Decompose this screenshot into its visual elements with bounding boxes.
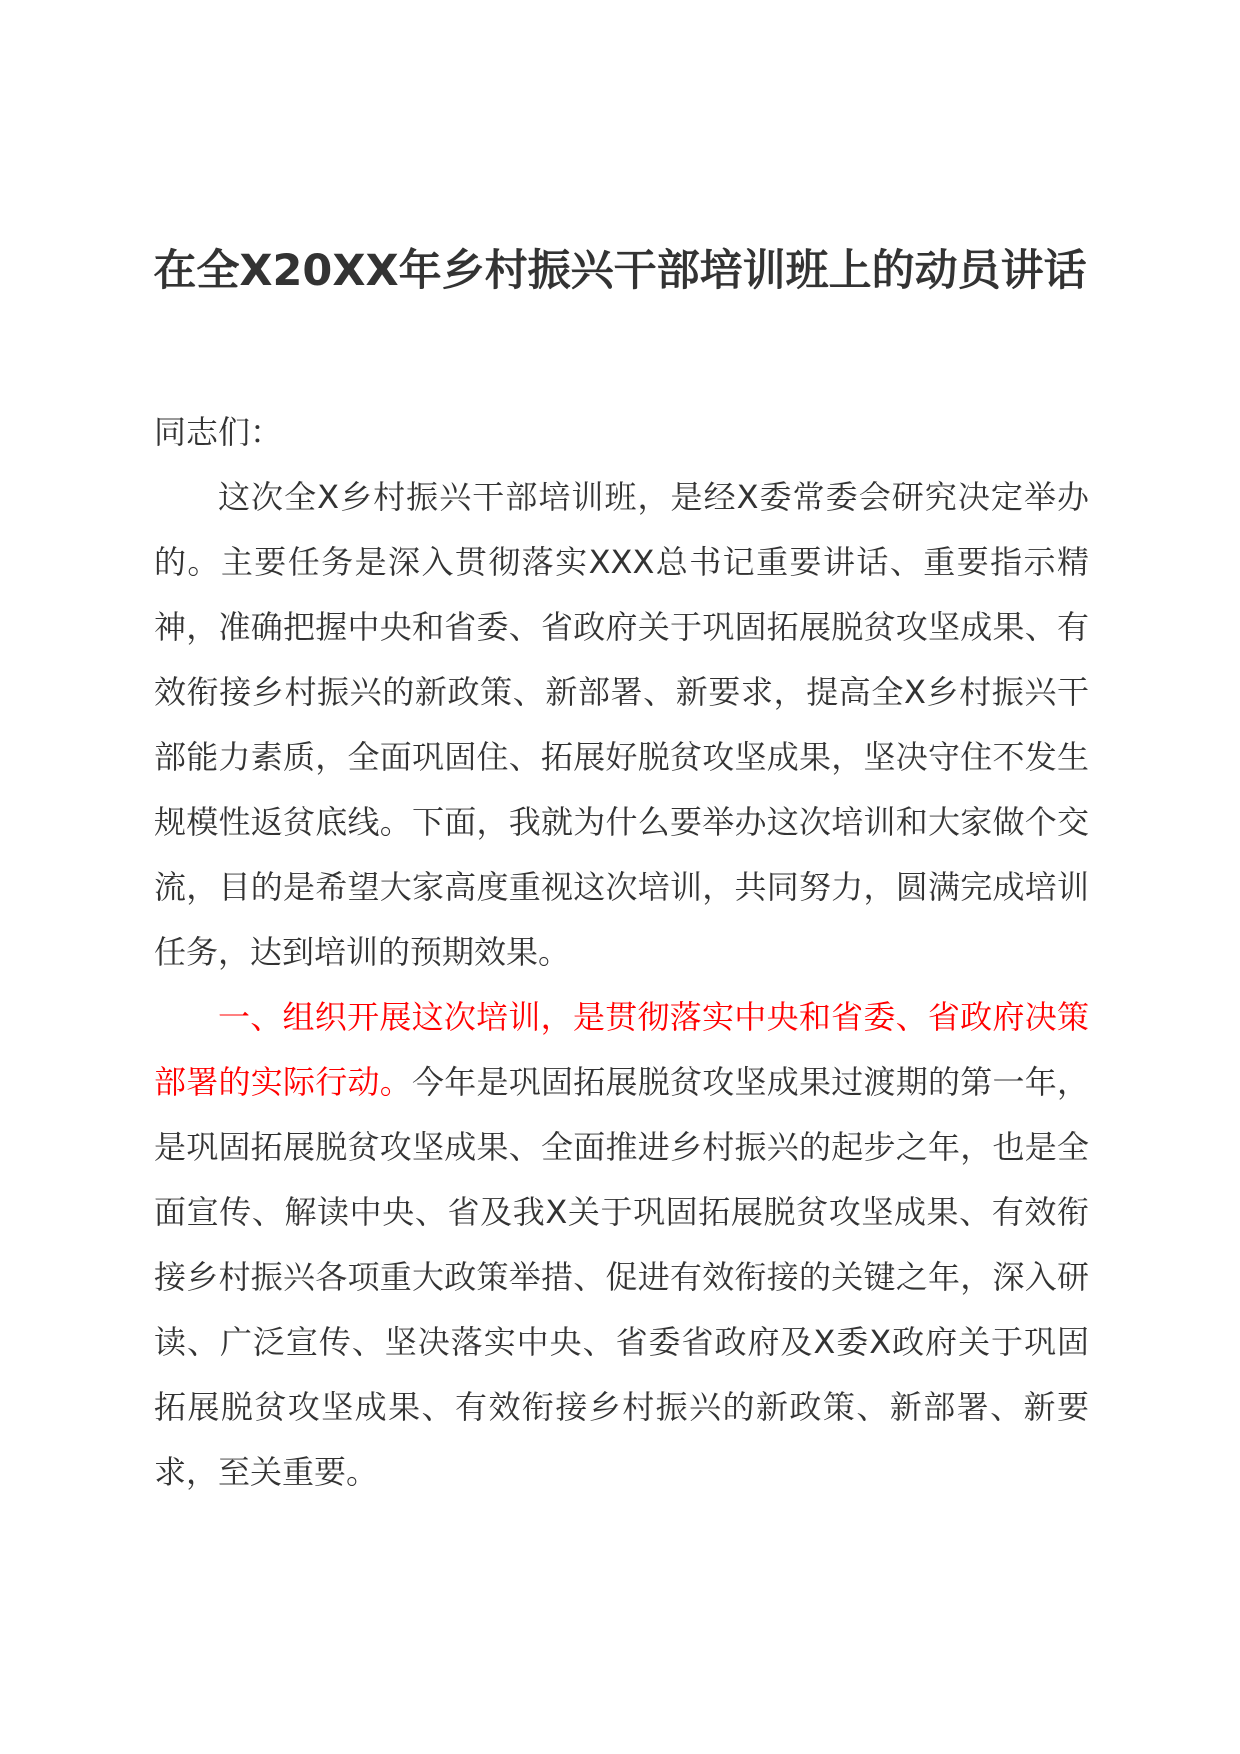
- section-one-heading: 一、组织开展这次培训，是贯彻落实中央和省委、省政府决策部署的实际行动。: [154, 998, 1089, 1101]
- document-body: [154, 400, 1089, 1505]
- paragraph-intro: [154, 465, 1089, 985]
- salutation: 同志们：: [154, 413, 283, 451]
- document-title: 在全X20XX年乡村振兴干部培训班上的动员讲话: [153, 246, 1087, 296]
- paragraph-intro-text: 这次全X乡村振兴干部培训班，是经X委常委会研究决定举办的。主要任务是深入贯彻落实XXX总书记重要讲话、重要指示精神，准确把握中央和省委、省政府关于巩固拓展脱贫攻坚成果、有效衔接乡村振兴的新政策、新部署、新要求，提高全X乡村振兴干部能力素质，全面巩固住、拓展好脱贫攻坚成果，坚决守住不发生规模性返贫底线。下面，我就为什么要举办这次培训和大家做个交流，目的是希望大家高度重视这次培训，共同努力，圆满完成培训任务，达到培训的预期效果。: [154, 478, 1089, 971]
- section-one-text: 今年是巩固拓展脱贫攻坚成果过渡期的第一年，是巩固拓展脱贫攻坚成果、全面推进乡村振兴的起步之年，也是全面宣传、解读中央、省及我X关于巩固拓展脱贫攻坚成果、有效衔接乡村振兴各项重大政策举措、促进有效衔接的关键之年，深入研读、广泛宣传、坚决落实中央、省委省政府及X委X政府关于巩固拓展脱贫攻坚成果、有效衔接乡村振兴的新政策、新部署、新要求，至关重要。: [154, 1063, 1089, 1491]
- paragraph-section-one: [154, 985, 1089, 1505]
